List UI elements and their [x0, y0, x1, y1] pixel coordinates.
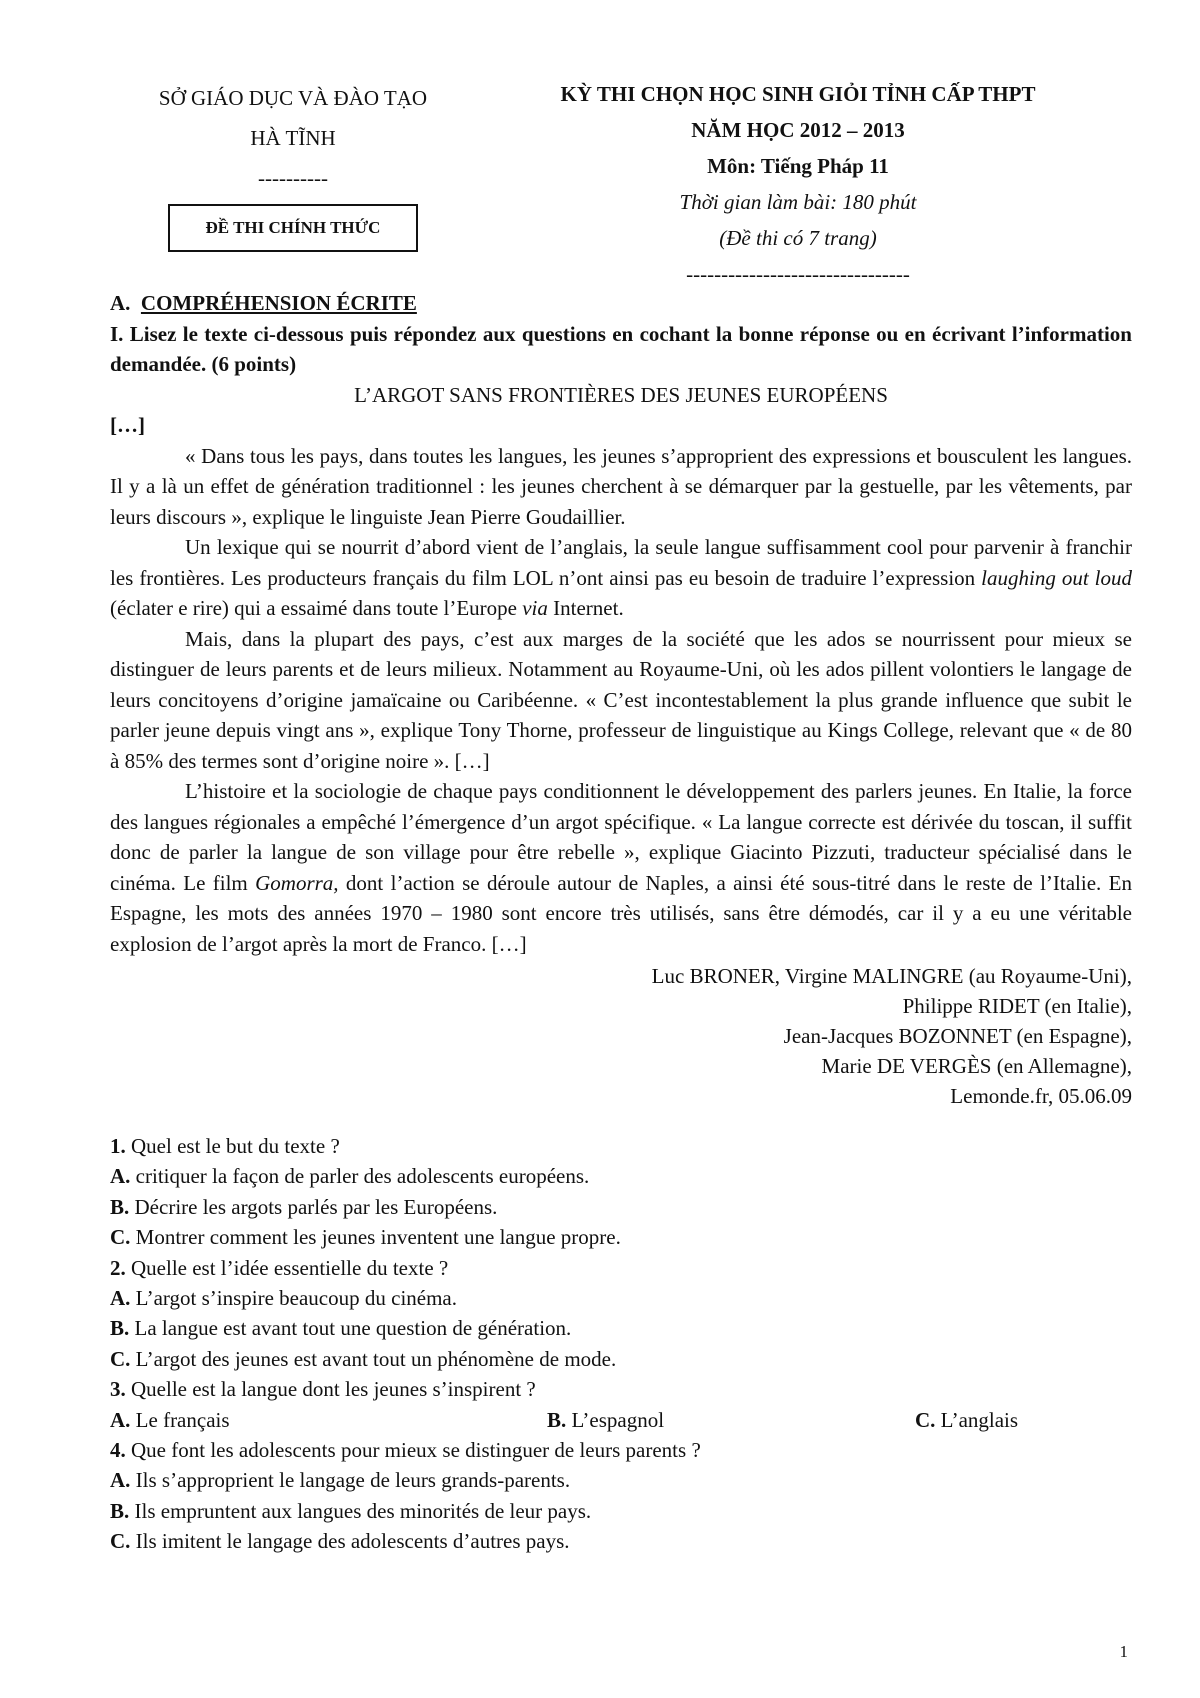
instruction: I. Lisez le texte ci-dessous puis répondez aux questions en cochant la bonne réponse ou en écrivant l’information demandée. (6 points)	[110, 321, 1132, 376]
article-credits	[110, 961, 1132, 1111]
question-4	[110, 1435, 1132, 1465]
question-text: Quelle est l’idée essentielle du texte ?	[125, 1255, 449, 1280]
option-4c[interactable]: C. Ils imitent le langage des adolescents d’autres pays.	[110, 1529, 570, 1554]
header-left-separator: ----------	[258, 166, 328, 190]
page-number: 1	[1119, 1642, 1128, 1661]
exam-duration: Thời gian làm bài: 180 phút	[679, 190, 917, 214]
question-3-options	[110, 1405, 1132, 1435]
question-number: 3.	[110, 1377, 126, 1402]
option-3a[interactable]: A. Le français	[110, 1407, 230, 1432]
question-text: Quel est le but du texte ?	[125, 1134, 340, 1158]
credit-line: Marie DE VERGÈS (en Allemagne),	[821, 1054, 1132, 1078]
option-2c[interactable]: C. L’argot des jeunes est avant tout un phénomène de mode.	[110, 1346, 617, 1371]
option-4b[interactable]: B. Ils empruntent aux langues des minorités de leur pays.	[110, 1498, 592, 1523]
option-3c[interactable]: C. L’anglais	[915, 1407, 1019, 1432]
exam-body	[110, 288, 1132, 1556]
option-4a[interactable]: A. Ils s’approprient le langage de leurs grands-parents.	[110, 1468, 571, 1493]
header-right-separator: --------------------------------	[686, 262, 910, 286]
section-letter: A.	[110, 291, 131, 315]
header-left	[98, 78, 488, 252]
question-number: 4.	[110, 1437, 126, 1462]
question-text: Que font les adolescents pour mieux se distinguer de leurs parents ?	[125, 1437, 701, 1462]
option-2a[interactable]: A. L’argot s’inspire beaucoup du cinéma.	[110, 1285, 457, 1310]
english-expression: laughing out loud	[981, 565, 1132, 590]
article-ellipsis: […]	[110, 413, 145, 437]
option-1b[interactable]: B. Décrire les argots parlés par les Européens.	[110, 1194, 498, 1219]
article-paragraph-2: Un lexique qui se nourrit d’abord vient de l’anglais, la seule langue suffisamment cool pour parvenir à franchir les frontières. Les producteurs français du film LOL n’ont ainsi pas eu besoin de traduire l’expression laughing out loud (éclater e rire) qui a essaimé dans toute l’Europe via Internet.	[110, 535, 1132, 620]
credit-line: Philippe RIDET (en Italie),	[902, 994, 1132, 1018]
pages-note: (Đề thi có 7 trang)	[719, 226, 877, 250]
article-paragraph-3: Mais, dans la plupart des pays, c’est aux marges de la société que les ados se nourrissent pour mieux se distinguer de leurs parents et de leurs milieux. Notamment au Royaume-Uni, où les ados pillent volontiers le langage de leurs concitoyens d’origine jamaïcaine ou Caribéenne. « C’est incontestablement la plus grande influence que subit le parler jeune depuis vingt ans », explique Tony Thorne, professeur de linguistique au Kings College, relevant que « de 80 à 85% des termes sont d’origine noire ». […]	[110, 626, 1132, 773]
credit-source: Lemonde.fr, 05.06.09	[950, 1084, 1132, 1108]
department-name: SỞ GIÁO DỤC VÀ ĐÀO TẠO	[158, 86, 428, 110]
header-right	[478, 76, 1118, 292]
credit-line: Jean-Jacques BOZONNET (en Espagne),	[783, 1024, 1132, 1048]
film-title: Gomorra,	[255, 870, 339, 895]
article-paragraph-1: « Dans tous les pays, dans toutes les langues, les jeunes s’approprient des expressions et bousculent les langues. Il y a là un effet de génération traditionnel : les jeunes cherchent à se démarquer par la gestuelle, par les vêtements, par leurs discours », explique le linguiste Jean Pierre Goudaillier.	[110, 443, 1132, 529]
credit-line: Luc BRONER, Virgine MALINGRE (au Royaume-Uni),	[651, 964, 1132, 988]
question-3	[110, 1374, 1132, 1404]
question-text: Quelle est la langue dont les jeunes s’inspirent ?	[125, 1377, 536, 1402]
section-title: COMPRÉHENSION ÉCRITE	[140, 291, 417, 315]
article-paragraph-4: L’histoire et la sociologie de chaque pays conditionnent le développement des parlers jeunes. En Italie, la force des langues régionales a empêché l’émergence d’un argot spécifique. « La langue correcte est dérivée du toscan, il suffit donc de parler la langue de son village pour être rebelle », explique Giacinto Pizzuti, traducteur spécialisé dans le cinéma. Le film Gomorra, dont l’action se déroule autour de Naples, a ainsi été sous-titré dans le reste de l’Italie. En Espagne, les mots des années 1970 – 1980 sont encore très utilisés, sans être démodés, car il y a eu une véritable explosion de l’argot après la mort de Franco. […]	[110, 779, 1132, 956]
article-title: L’ARGOT SANS FRONTIÈRES DES JEUNES EUROPÉENS	[354, 382, 888, 407]
exam-title: KỲ THI CHỌN HỌC SINH GIỎI TỈNH CẤP THPT	[560, 82, 1036, 106]
official-exam-label: ĐỀ THI CHÍNH THỨC	[168, 204, 418, 252]
question-number: 2.	[110, 1255, 126, 1280]
option-3b[interactable]: B. L’espagnol	[547, 1407, 665, 1432]
question-2	[110, 1253, 1132, 1283]
question-number: 1.	[110, 1134, 126, 1158]
option-1a[interactable]: A. critiquer la façon de parler des adolescents européens.	[110, 1164, 590, 1189]
via-word: via	[522, 596, 548, 620]
questions	[110, 1131, 1132, 1556]
province-name: HÀ TĨNH	[250, 126, 336, 150]
option-2b[interactable]: B. La langue est avant tout une question de génération.	[110, 1316, 572, 1341]
option-1c[interactable]: C. Montrer comment les jeunes inventent une langue propre.	[110, 1225, 621, 1250]
subject: Môn: Tiếng Pháp 11	[707, 154, 889, 178]
school-year: NĂM HỌC 2012 – 2013	[691, 118, 905, 142]
section-heading	[110, 288, 1132, 319]
question-1	[110, 1131, 1132, 1161]
